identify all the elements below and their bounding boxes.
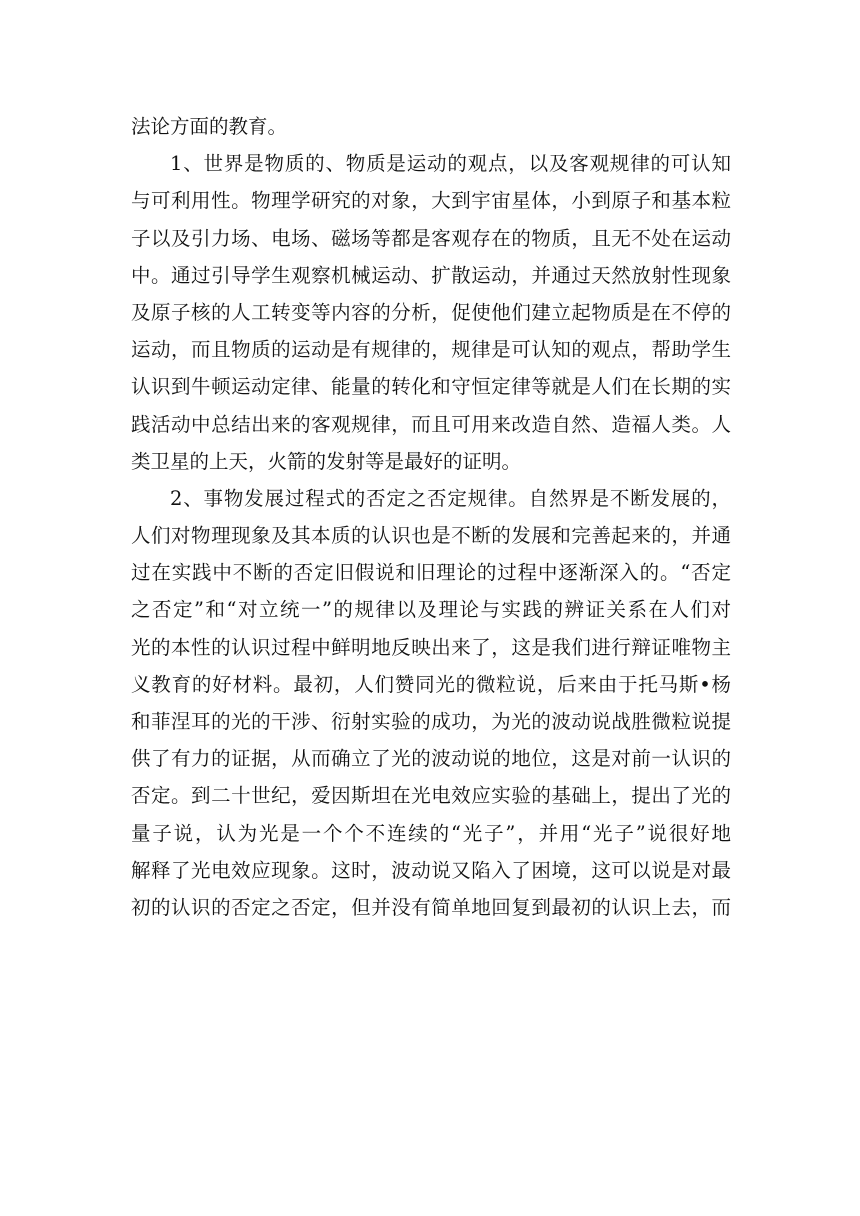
text-line: 否定。到二十世纪，爱因斯坦在光电效应实验的基础上，提出了光的 [131,784,731,808]
text-line: 过在实践中不断的否定旧假说和旧理论的过程中逐渐深入的。“否定 [131,561,731,585]
text-line: 类卫星的上天，火箭的发射等是最好的证明。 [131,449,522,473]
body-text [131,108,731,926]
text-line: 光的本性的认识过程中鲜明地反映出来了，这是我们进行辩证唯物主 [131,635,731,659]
text-line: 中。通过引导学生观察机械运动、扩散运动，并通过天然放射性现象 [131,263,731,287]
text-line: 解释了光电效应现象。这时，波动说又陷入了困境，这可以说是对最 [131,858,731,882]
text-line: 量子说，认为光是一个个不连续的“光子”，并用“光子”说很好地 [131,821,731,845]
text-line: 运动，而且物质的运动是有规律的，规律是可认知的观点，帮助学生 [131,338,731,362]
text-line: 及原子核的人工转变等内容的分析，促使他们建立起物质是在不停的 [131,300,731,324]
text-line: 初的认识的否定之否定，但并没有简单地回复到最初的认识上去，而 [131,895,731,919]
text-line: 之否定”和“对立统一”的规律以及理论与实践的辨证关系在人们对 [131,598,731,622]
text-line: 践活动中总结出来的客观规律，而且可用来改造自然、造福人类。人 [131,412,731,436]
text-line: 义教育的好材料。最初，人们赞同光的微粒说，后来由于托马斯•杨 [131,672,731,696]
text-line: 供了有力的证据，从而确立了光的波动说的地位，这是对前一认识的 [131,747,731,771]
text-line: 与可利用性。物理学研究的对象，大到宇宙星体，小到原子和基本粒 [131,189,731,213]
text-line: 法论方面的教育。 [131,115,288,138]
text-line: 和菲涅耳的光的干涉、衍射实验的成功，为光的波动说战胜微粒说提 [131,710,731,733]
text-line: 子以及引力场、电场、磁场等都是客观存在的物质，且无不处在运动 [131,226,731,250]
text-line: 认识到牛顿运动定律、能量的转化和守恒定律等就是人们在长期的实 [131,375,731,399]
paragraph-1-first-line: 1、世界是物质的、物质是运动的观点，以及客观规律的可认知 [170,152,731,176]
text-line: 人们对物理现象及其本质的认识也是不断的发展和完善起来的，并通 [131,524,731,548]
paragraph-2-first-line: 2、事物发展过程式的否定之否定规律。自然界是不断发展的， [170,486,731,510]
